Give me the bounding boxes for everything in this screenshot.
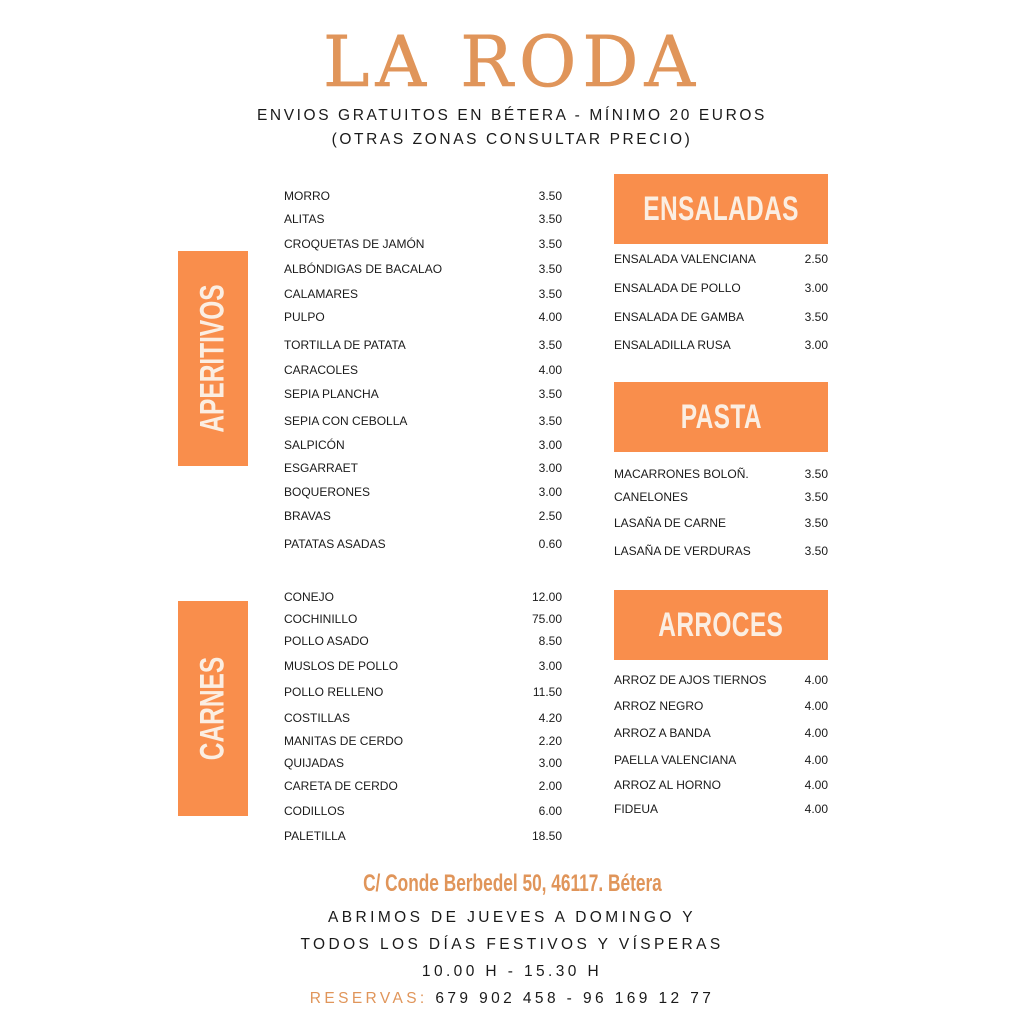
item-price: 2.20 [538, 734, 562, 748]
phone-numbers: 679 902 458 - 96 169 12 77 [435, 990, 715, 1007]
item-name: ARROZ A BANDA [614, 726, 711, 740]
menu-item-aperitivos [284, 310, 562, 324]
restaurant-title: LA RODA [322, 21, 702, 103]
item-price: 3.50 [538, 387, 562, 401]
item-name: SEPIA PLANCHA [284, 387, 379, 401]
menu-item-aperitivos [284, 387, 562, 401]
item-name: ALITAS [284, 212, 325, 226]
address: C/ Conde Berbedel 50, 46117. Bétera [362, 870, 662, 897]
item-name: PULPO [284, 310, 325, 324]
item-name: BOQUERONES [284, 485, 371, 499]
menu-item-carnes [284, 734, 562, 748]
menu-item-aperitivos [284, 414, 562, 428]
menu-item-pasta [614, 544, 828, 558]
opening-hours: 10.00 H - 15.30 H [421, 963, 603, 980]
item-name: COCHINILLO [284, 612, 358, 626]
item-name: BRAVAS [284, 509, 331, 523]
menu-item-aperitivos [284, 363, 562, 377]
item-price: 3.50 [804, 544, 828, 558]
item-name: ARROZ AL HORNO [614, 778, 721, 792]
item-name: QUIJADAS [284, 756, 345, 770]
menu-item-arroces [614, 802, 828, 816]
delivery-info: ENVIOS GRATUITOS EN BÉTERA - MÍNIMO 20 EUROS [256, 107, 767, 124]
item-price: 3.50 [538, 189, 562, 203]
item-name: MORRO [284, 189, 330, 203]
item-price: 3.50 [804, 310, 828, 324]
item-price: 3.50 [538, 287, 562, 301]
section-header-pasta: PASTA [614, 382, 828, 452]
menu-item-aperitivos [284, 212, 562, 226]
menu-item-aperitivos [284, 338, 562, 352]
item-price: 4.00 [804, 753, 828, 767]
item-price: 4.20 [538, 711, 562, 725]
item-name: MACARRONES BOLOÑ. [614, 467, 749, 481]
item-price: 75.00 [531, 612, 562, 626]
item-name: ARROZ DE AJOS TIERNOS [614, 673, 767, 687]
item-price: 18.50 [531, 829, 562, 843]
item-name: FIDEUA [614, 802, 659, 816]
item-price: 3.00 [538, 756, 562, 770]
item-name: ENSALADA VALENCIANA [614, 252, 756, 266]
item-price: 3.00 [804, 338, 828, 352]
menu-item-carnes [284, 634, 562, 648]
item-name: SALPICÓN [284, 438, 345, 452]
item-name: MUSLOS DE POLLO [284, 659, 399, 673]
item-price: 3.50 [804, 467, 828, 481]
section-header-carnes: CARNES [178, 601, 248, 816]
item-name: LASAÑA DE CARNE [614, 516, 727, 530]
item-name: ENSALADA DE GAMBA [614, 310, 745, 324]
item-price: 6.00 [538, 804, 562, 818]
menu-item-aperitivos [284, 537, 562, 551]
menu-item-arroces [614, 726, 828, 740]
menu-item-pasta [614, 490, 828, 504]
section-header-ensaladas: ENSALADAS [614, 174, 828, 244]
item-price: 4.00 [538, 310, 562, 324]
menu-item-carnes [284, 779, 562, 793]
menu-item-aperitivos [284, 461, 562, 475]
item-price: 4.00 [804, 699, 828, 713]
item-price: 12.00 [531, 590, 562, 604]
menu-item-ensaladas [614, 252, 828, 266]
menu-item-carnes [284, 804, 562, 818]
section-header-arroces: ARROCES [614, 590, 828, 660]
item-price: 2.50 [804, 252, 828, 266]
item-name: CONEJO [284, 590, 335, 604]
item-price: 11.50 [532, 685, 562, 699]
item-price: 3.50 [804, 490, 828, 504]
item-name: CARETA DE CERDO [284, 779, 398, 793]
menu-item-carnes [284, 612, 562, 626]
item-price: 0.60 [538, 537, 562, 551]
menu-item-ensaladas [614, 310, 828, 324]
item-price: 3.00 [804, 281, 828, 295]
item-price: 3.00 [538, 485, 562, 499]
menu-item-carnes [284, 685, 562, 699]
menu-item-arroces [614, 753, 828, 767]
item-price: 3.00 [538, 438, 562, 452]
item-name: ESGARRAET [284, 461, 359, 475]
item-price: 2.00 [538, 779, 562, 793]
menu-item-carnes [284, 590, 562, 604]
menu-item-arroces [614, 699, 828, 713]
menu-item-pasta [614, 467, 828, 481]
menu-item-pasta [614, 516, 828, 530]
item-name: CALAMARES [284, 287, 359, 301]
item-price: 3.00 [538, 461, 562, 475]
item-name: CANELONES [614, 490, 689, 504]
item-name: PAELLA VALENCIANA [614, 753, 737, 767]
item-name: COSTILLAS [284, 711, 351, 725]
opening-days: ABRIMOS DE JUEVES A DOMINGO Y [328, 909, 696, 926]
item-price: 4.00 [804, 802, 828, 816]
item-price: 3.00 [538, 659, 562, 673]
item-price: 4.00 [804, 778, 828, 792]
item-price: 2.50 [538, 509, 562, 523]
menu-item-carnes [284, 829, 562, 843]
item-price: 4.00 [804, 726, 828, 740]
opening-holidays: TODOS LOS DÍAS FESTIVOS Y VÍSPERAS [300, 936, 724, 953]
menu-item-aperitivos [284, 287, 562, 301]
item-price: 8.50 [538, 634, 562, 648]
item-name: PATATAS ASADAS [284, 537, 386, 551]
menu-item-carnes [284, 756, 562, 770]
section-header-aperitivos: APERITIVOS [178, 251, 248, 466]
menu-item-aperitivos [284, 189, 562, 203]
menu-item-aperitivos [284, 509, 562, 523]
item-name: LASAÑA DE VERDURAS [614, 544, 751, 558]
item-price: 3.50 [538, 414, 562, 428]
delivery-note: (OTRAS ZONAS CONSULTAR PRECIO) [331, 131, 693, 148]
reservas-label: RESERVAS: [309, 990, 428, 1007]
item-price: 3.50 [538, 212, 562, 226]
menu-item-carnes [284, 659, 562, 673]
item-price: 3.50 [804, 516, 828, 530]
item-name: PALETILLA [284, 829, 346, 843]
item-name: POLLO ASADO [284, 634, 369, 648]
menu-item-arroces [614, 673, 828, 687]
item-price: 3.50 [538, 262, 562, 276]
menu-item-aperitivos [284, 262, 562, 276]
item-price: 3.50 [538, 338, 562, 352]
item-name: TORTILLA DE PATATA [284, 338, 406, 352]
item-name: ALBÓNDIGAS DE BACALAO [284, 262, 443, 276]
item-name: CROQUETAS DE JAMÓN [284, 237, 425, 251]
item-price: 4.00 [804, 673, 828, 687]
menu-item-aperitivos [284, 438, 562, 452]
item-name: ENSALADA DE POLLO [614, 281, 741, 295]
item-price: 3.50 [538, 237, 562, 251]
item-price: 4.00 [538, 363, 562, 377]
item-name: SEPIA CON CEBOLLA [284, 414, 408, 428]
item-name: ARROZ NEGRO [614, 699, 704, 713]
menu-item-aperitivos [284, 485, 562, 499]
menu-item-aperitivos [284, 237, 562, 251]
menu-item-ensaladas [614, 281, 828, 295]
item-name: ENSALADILLA RUSA [614, 338, 731, 352]
item-name: MANITAS DE CERDO [284, 734, 404, 748]
item-name: CARACOLES [284, 363, 359, 377]
reservations [0, 989, 1024, 1009]
menu-item-ensaladas [614, 338, 828, 352]
menu-item-carnes [284, 711, 562, 725]
item-name: POLLO RELLENO [284, 685, 384, 699]
item-name: CODILLOS [284, 804, 345, 818]
menu-item-arroces [614, 778, 828, 792]
